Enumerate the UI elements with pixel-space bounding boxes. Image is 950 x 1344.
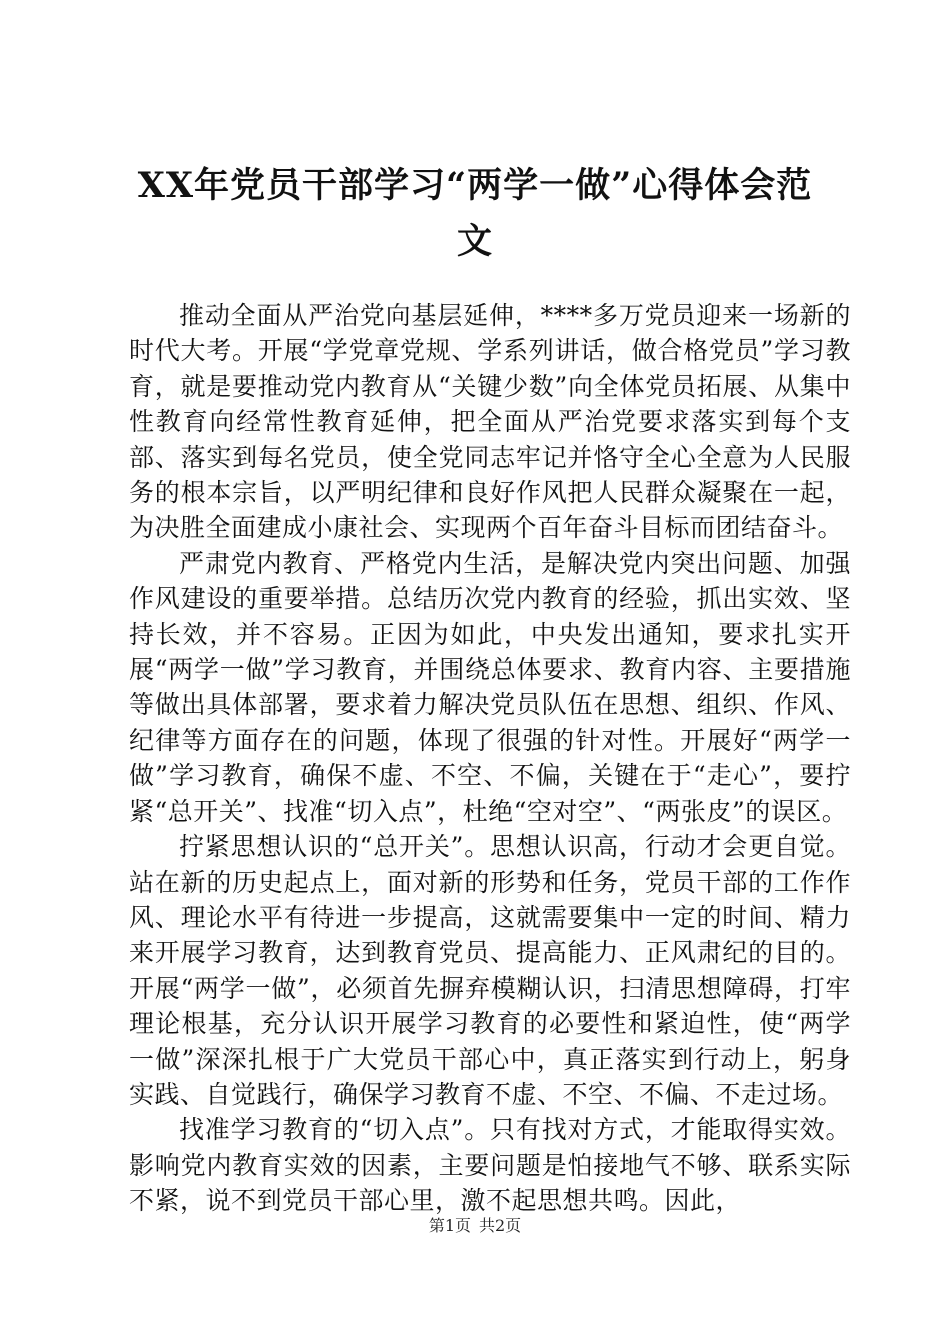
page-total: 共2页 bbox=[479, 1216, 522, 1235]
body-paragraph: 拧紧思想认识的“总开关”。思想认识高，行动才会更自觉。站在新的历史起点上，面对新的形势和任务，党员干部的工作作风、理论水平有待进一步提高，这就需要集中一定的时间、精力来开展学习教育，达到教育党员、提高能力、正风肃纪的目的。开展“两学一做”，必须首先摒弃模糊认识，扫清思想障碍，打牢理论根基，充分认识开展学习教育的必要性和紧迫性，使“两学一做”深深扎根于广大党员干部心中，真正落实到行动上，躬身实践、自觉践行，确保学习教育不虚、不空、不偏、不走过场。 bbox=[129, 832, 851, 1109]
document-body bbox=[129, 298, 851, 1219]
body-paragraph: 找准学习教育的“切入点”。只有找对方式，才能取得实效。影响党内教育实效的因素，主要问题是怕接地气不够、联系实际不紧，说不到党员干部心里，激不起思想共鸣。因此， bbox=[129, 1115, 851, 1216]
page-number: 第1页 bbox=[428, 1216, 471, 1235]
page-footer bbox=[0, 1215, 950, 1237]
document-title: XX年党员干部学习“两学一做”心得体会范文 bbox=[137, 165, 813, 262]
body-paragraph: 严肃党内教育、严格党内生活，是解决党内突出问题、加强作风建设的重要举措。总结历次党内教育的经验，抓出实效、坚持长效，并不容易。正因为如此，中央发出通知，要求扎实开展“两学一做”学习教育，并围绕总体要求、教育内容、主要措施等做出具体部署，要求着力解决党员队伍在思想、组织、作风、纪律等方面存在的问题，体现了很强的针对性。开展好“两学一做”学习教育，确保不虚、不空、不偏，关键在于“走心”，要拧紧“总开关”、找准“切入点”，杜绝“空对空”、“两张皮”的误区。 bbox=[129, 548, 851, 826]
body-paragraph: 推动全面从严治党向基层延伸，****多万党员迎来一场新的时代大考。开展“学党章党规、学系列讲话，做合格党员”学习教育，就是要推动党内教育从“关键少数”向全体党员拓展、从集中性教育向经常性教育延伸，把全面从严治党要求落实到每个支部、落实到每名党员，使全党同志牢记并恪守全心全意为人民服务的根本宗旨，以严明纪律和良好作风把人民群众凝聚在一起，为决胜全面建成小康社会、实现两个百年奋斗目标而团结奋斗。 bbox=[129, 301, 851, 543]
